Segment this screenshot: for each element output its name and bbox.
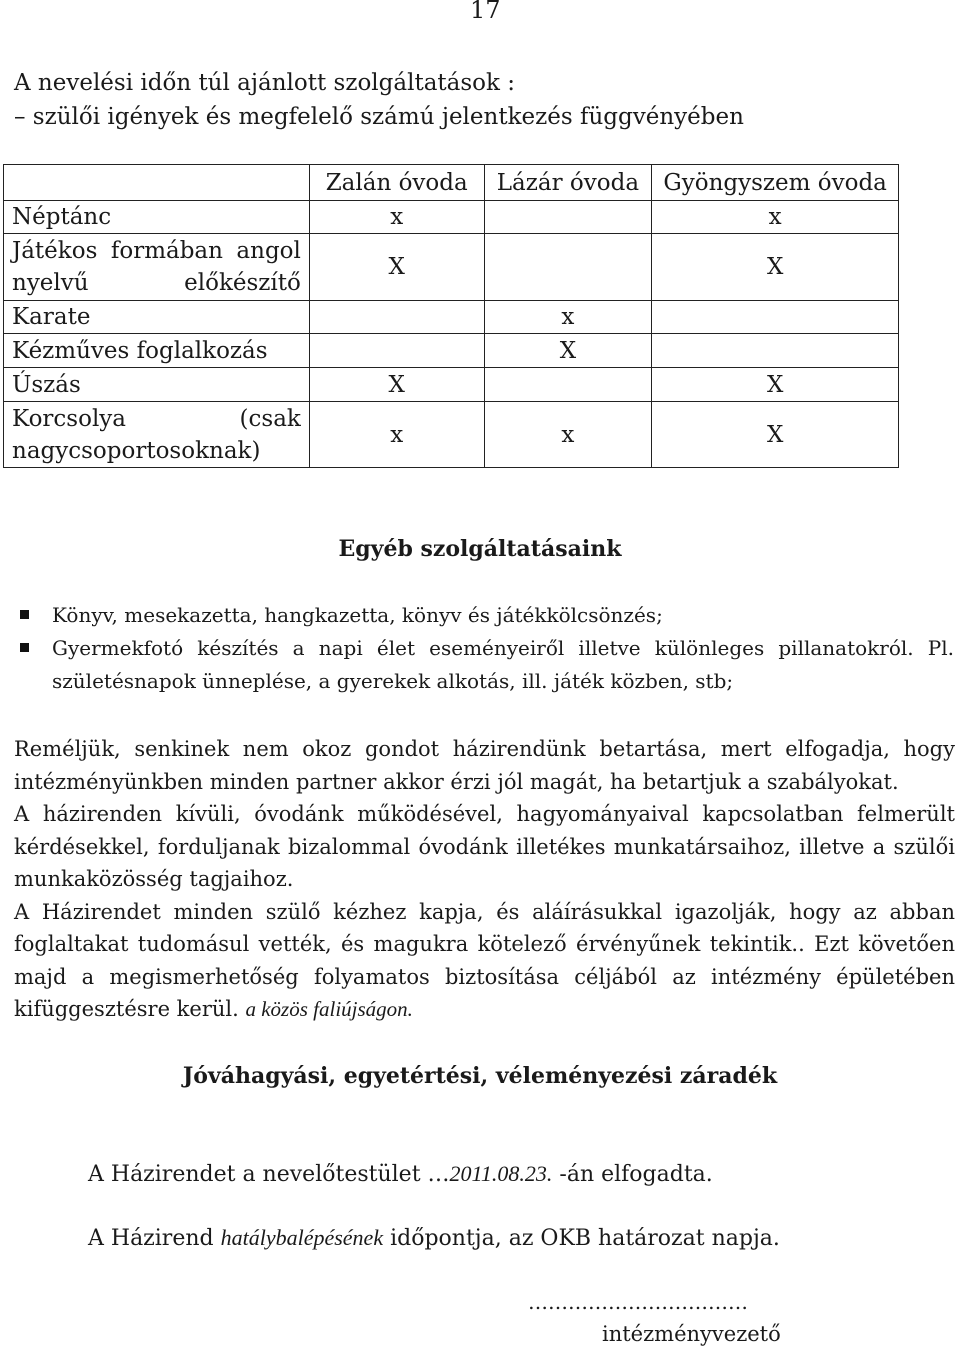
page-number: 17 xyxy=(470,0,501,24)
row-label: Kézműves foglalkozás xyxy=(4,334,310,368)
header-zalan: Zalán óvoda xyxy=(309,165,484,201)
cell: X xyxy=(652,234,899,301)
effective-line xyxy=(88,1225,780,1251)
row-label: Úszás xyxy=(4,368,310,402)
row-label: Korcsolya (csak nagycsoportosoknak) xyxy=(4,402,310,468)
effective-text: A Házirend xyxy=(88,1226,221,1251)
list-item-text: Gyermekfotó készítés a napi élet eseményeiről illetve különleges pillanatokról. Pl. születésnapok ünneplése, a gyerekek alkotás, ill. játék közben, stb; xyxy=(52,636,954,693)
paragraph-3 xyxy=(14,896,955,1026)
table-row xyxy=(4,334,899,368)
cell: x xyxy=(484,402,652,468)
paragraph-3-text: A Házirendet minden szülő kézhez kapja, és aláírásukkal igazolják, hogy az abban foglaltakat tudomásul vették, és magukra kötelező érvényűnek tekintik.. Ezt követően majd a megismerhetőség folyamatos biztosítása céljából az intézmény épületében kifüggesztésre kerül. xyxy=(14,899,955,1021)
list-item xyxy=(14,599,954,632)
effective-italic: hatálybalépésének xyxy=(220,1225,384,1250)
table-row xyxy=(4,201,899,234)
row-label: Néptánc xyxy=(4,201,310,234)
cell: X xyxy=(484,334,652,368)
body-paragraphs xyxy=(14,733,955,1026)
cell xyxy=(652,301,899,334)
table-header-row xyxy=(4,165,899,201)
signature-dots: …………………………… xyxy=(528,1290,748,1314)
adoption-line xyxy=(88,1161,713,1187)
cell xyxy=(309,334,484,368)
header-lazar: Lázár óvoda xyxy=(484,165,652,201)
table-row xyxy=(4,234,899,301)
header-gyongyszem: Gyöngyszem óvoda xyxy=(652,165,899,201)
table-row xyxy=(4,301,899,334)
cell: x xyxy=(309,201,484,234)
cell xyxy=(484,234,652,301)
bullet-square-icon xyxy=(20,610,29,619)
row-label: Játékos formában angol nyelvű előkészítő xyxy=(4,234,310,301)
bullet-square-icon xyxy=(20,643,29,652)
effective-suffix: időpontja, az OKB határozat napja. xyxy=(383,1226,780,1251)
adoption-suffix: -án elfogadta. xyxy=(552,1162,713,1187)
paragraph-1: Reméljük, senkinek nem okoz gondot házirendünk betartása, mert elfogadja, hogy intézményünkben minden partner akkor érzi jól magát, ha betartjuk a szabályokat. xyxy=(14,737,955,794)
table-corner xyxy=(4,165,310,201)
other-services-list xyxy=(14,599,954,698)
cell: X xyxy=(309,368,484,402)
list-item xyxy=(14,632,954,698)
cell: X xyxy=(309,234,484,301)
cell: x xyxy=(652,201,899,234)
other-services-title: Egyéb szolgáltatásaink xyxy=(338,536,622,562)
adoption-text: A Házirendet a nevelőtestület … xyxy=(88,1162,450,1187)
cell: x xyxy=(309,402,484,468)
services-table xyxy=(3,164,899,468)
cell xyxy=(652,334,899,368)
paragraph-2: A házirenden kívüli, óvodánk működésével, hagyományaival kapcsolatban felmerült kérdésekkel, forduljanak bizalommal óvodánk illetékes munkatársaihoz, illetve a szülői munkaközösség tagjaihoz. xyxy=(14,802,955,891)
table-row xyxy=(4,368,899,402)
table-row xyxy=(4,402,899,468)
cell: X xyxy=(652,402,899,468)
approval-title: Jóváhagyási, egyetértési, véleményezési záradék xyxy=(182,1063,778,1089)
paragraph-3-italic: a közös faliújságon. xyxy=(245,997,413,1021)
intro-line-2: – szülői igények és megfelelő számú jelentkezés függvényében xyxy=(14,104,744,130)
cell: x xyxy=(484,301,652,334)
cell xyxy=(484,201,652,234)
cell: X xyxy=(652,368,899,402)
row-label: Karate xyxy=(4,301,310,334)
cell xyxy=(484,368,652,402)
intro-line-1: A nevelési időn túl ajánlott szolgáltatások : xyxy=(14,70,516,96)
signature-label: intézményvezető xyxy=(602,1322,781,1346)
cell xyxy=(309,301,484,334)
list-item-text: Könyv, mesekazetta, hangkazetta, könyv és játékkölcsönzés; xyxy=(52,603,663,627)
adoption-date: 2011.08.23. xyxy=(449,1161,553,1186)
